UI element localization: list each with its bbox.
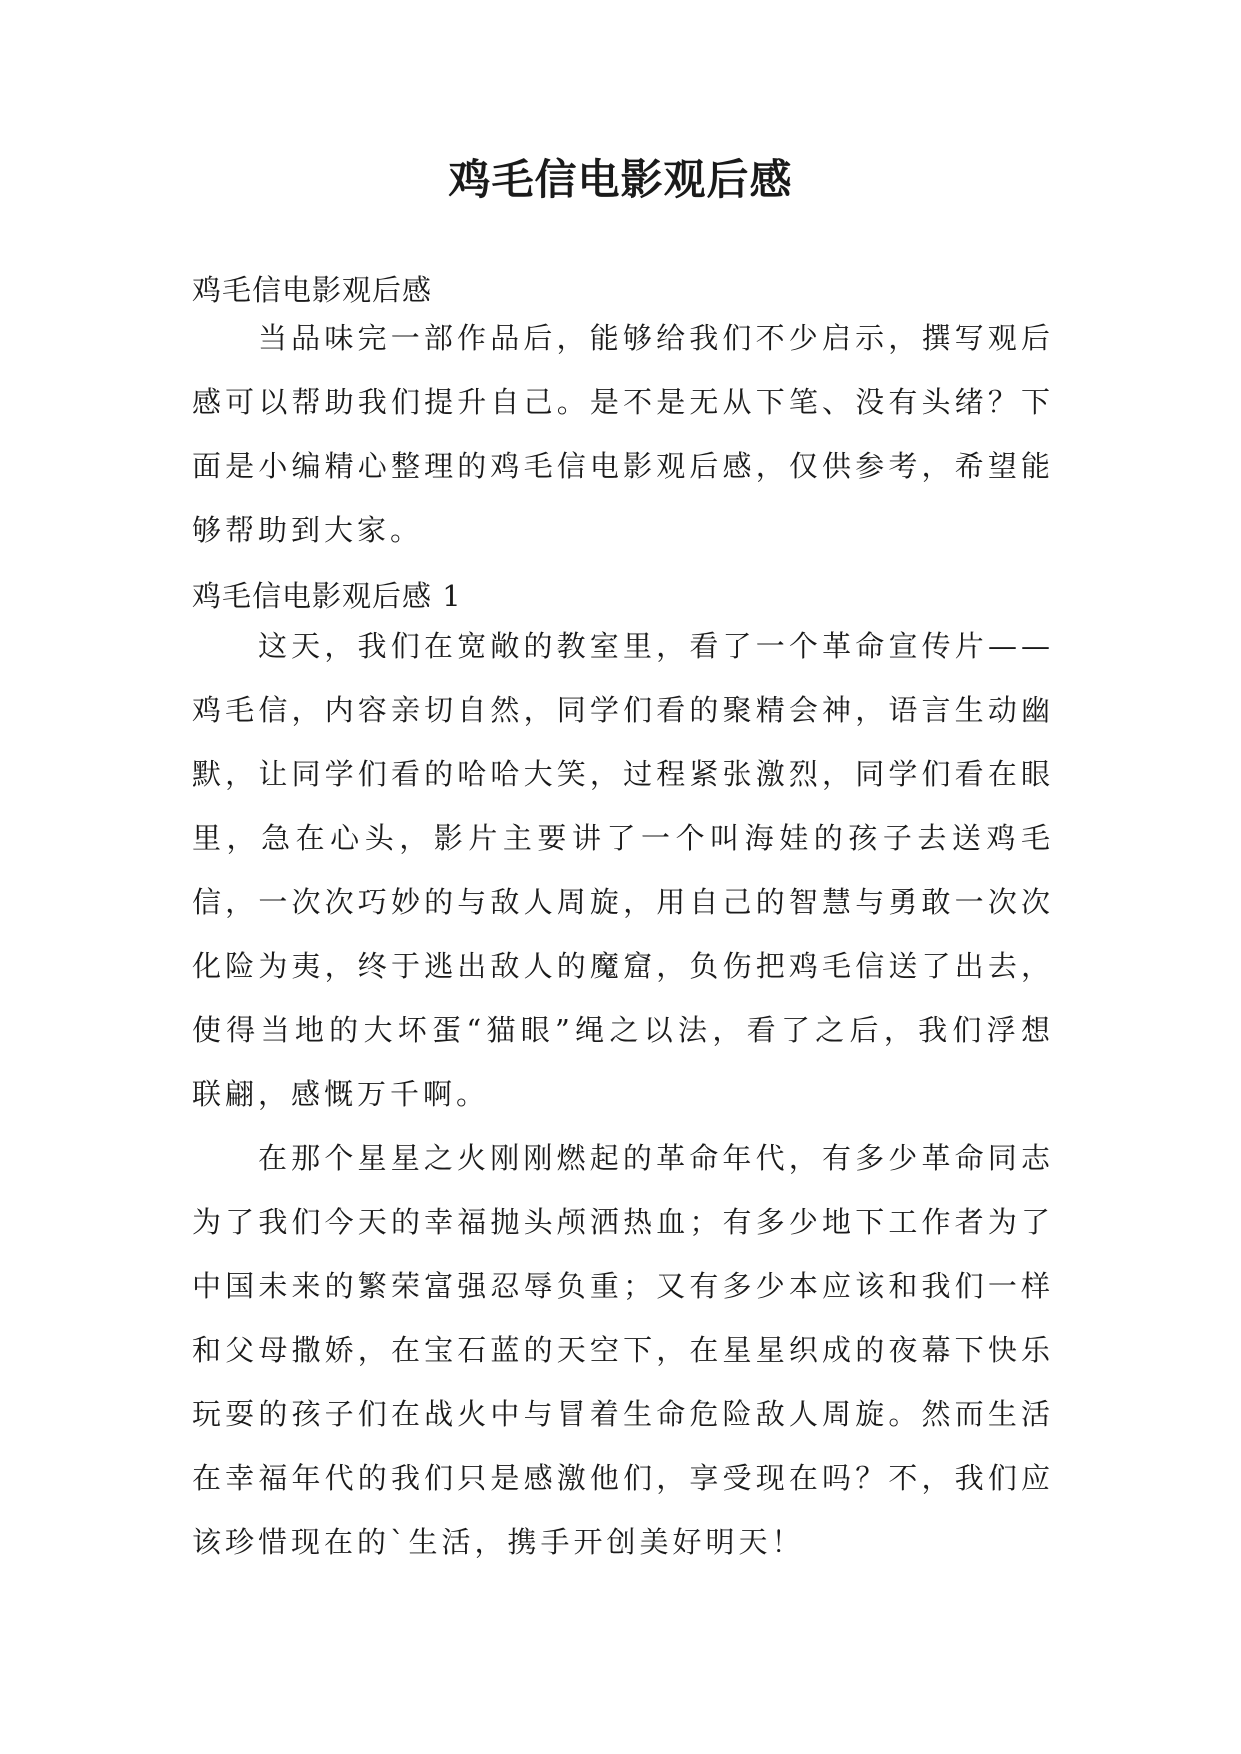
section1-paragraph-2: 在那个星星之火刚刚燃起的革命年代，有多少革命同志为了我们今天的幸福抛头颅洒热血；有多少地下工作者为了中国未来的繁荣富强忍辱负重；又有多少本应该和我们一样和父母撒娇，在宝石蓝的天空下，在星星织成的夜幕下快乐玩耍的孩子们在战火中与冒着生命危险敌人周旋。然而生活在幸福年代的我们只是感激他们，享受现在吗？不，我们应该珍惜现在的`生活，携手开创美好明天！ <box>192 1141 1054 1559</box>
section1-paragraph-1: 这天，我们在宽敞的教室里，看了一个革命宣传片——鸡毛信，内容亲切自然，同学们看的聚精会神，语言生动幽默，让同学们看的哈哈大笑，过程紧张激烈，同学们看在眼里，急在心头，影片主要讲了一个叫海娃的孩子去送鸡毛信，一次次巧妙的与敌人周旋，用自己的智慧与勇敢一次次化险为夷，终于逃出敌人的魔窟，负伤把鸡毛信送了出去，使得当地的大坏蛋“猫眼”绳之以法，看了之后，我们浮想联翩，感慨万千啊。 <box>192 629 1054 1111</box>
intro-paragraph: 当品味完一部作品后，能够给我们不少启示，撰写观后感可以帮助我们提升自己。是不是无从下笔、没有头绪？下面是小编精心整理的鸡毛信电影观后感，仅供参考，希望能够帮助到大家。 <box>192 321 1054 547</box>
intro-section <box>192 306 1054 562</box>
section1-body <box>192 614 1054 1574</box>
intro-heading: 鸡毛信电影观后感 <box>192 273 433 307</box>
document-title: 鸡毛信电影观后感 <box>448 155 793 204</box>
section1-heading: 鸡毛信电影观后感 1 <box>192 579 462 613</box>
